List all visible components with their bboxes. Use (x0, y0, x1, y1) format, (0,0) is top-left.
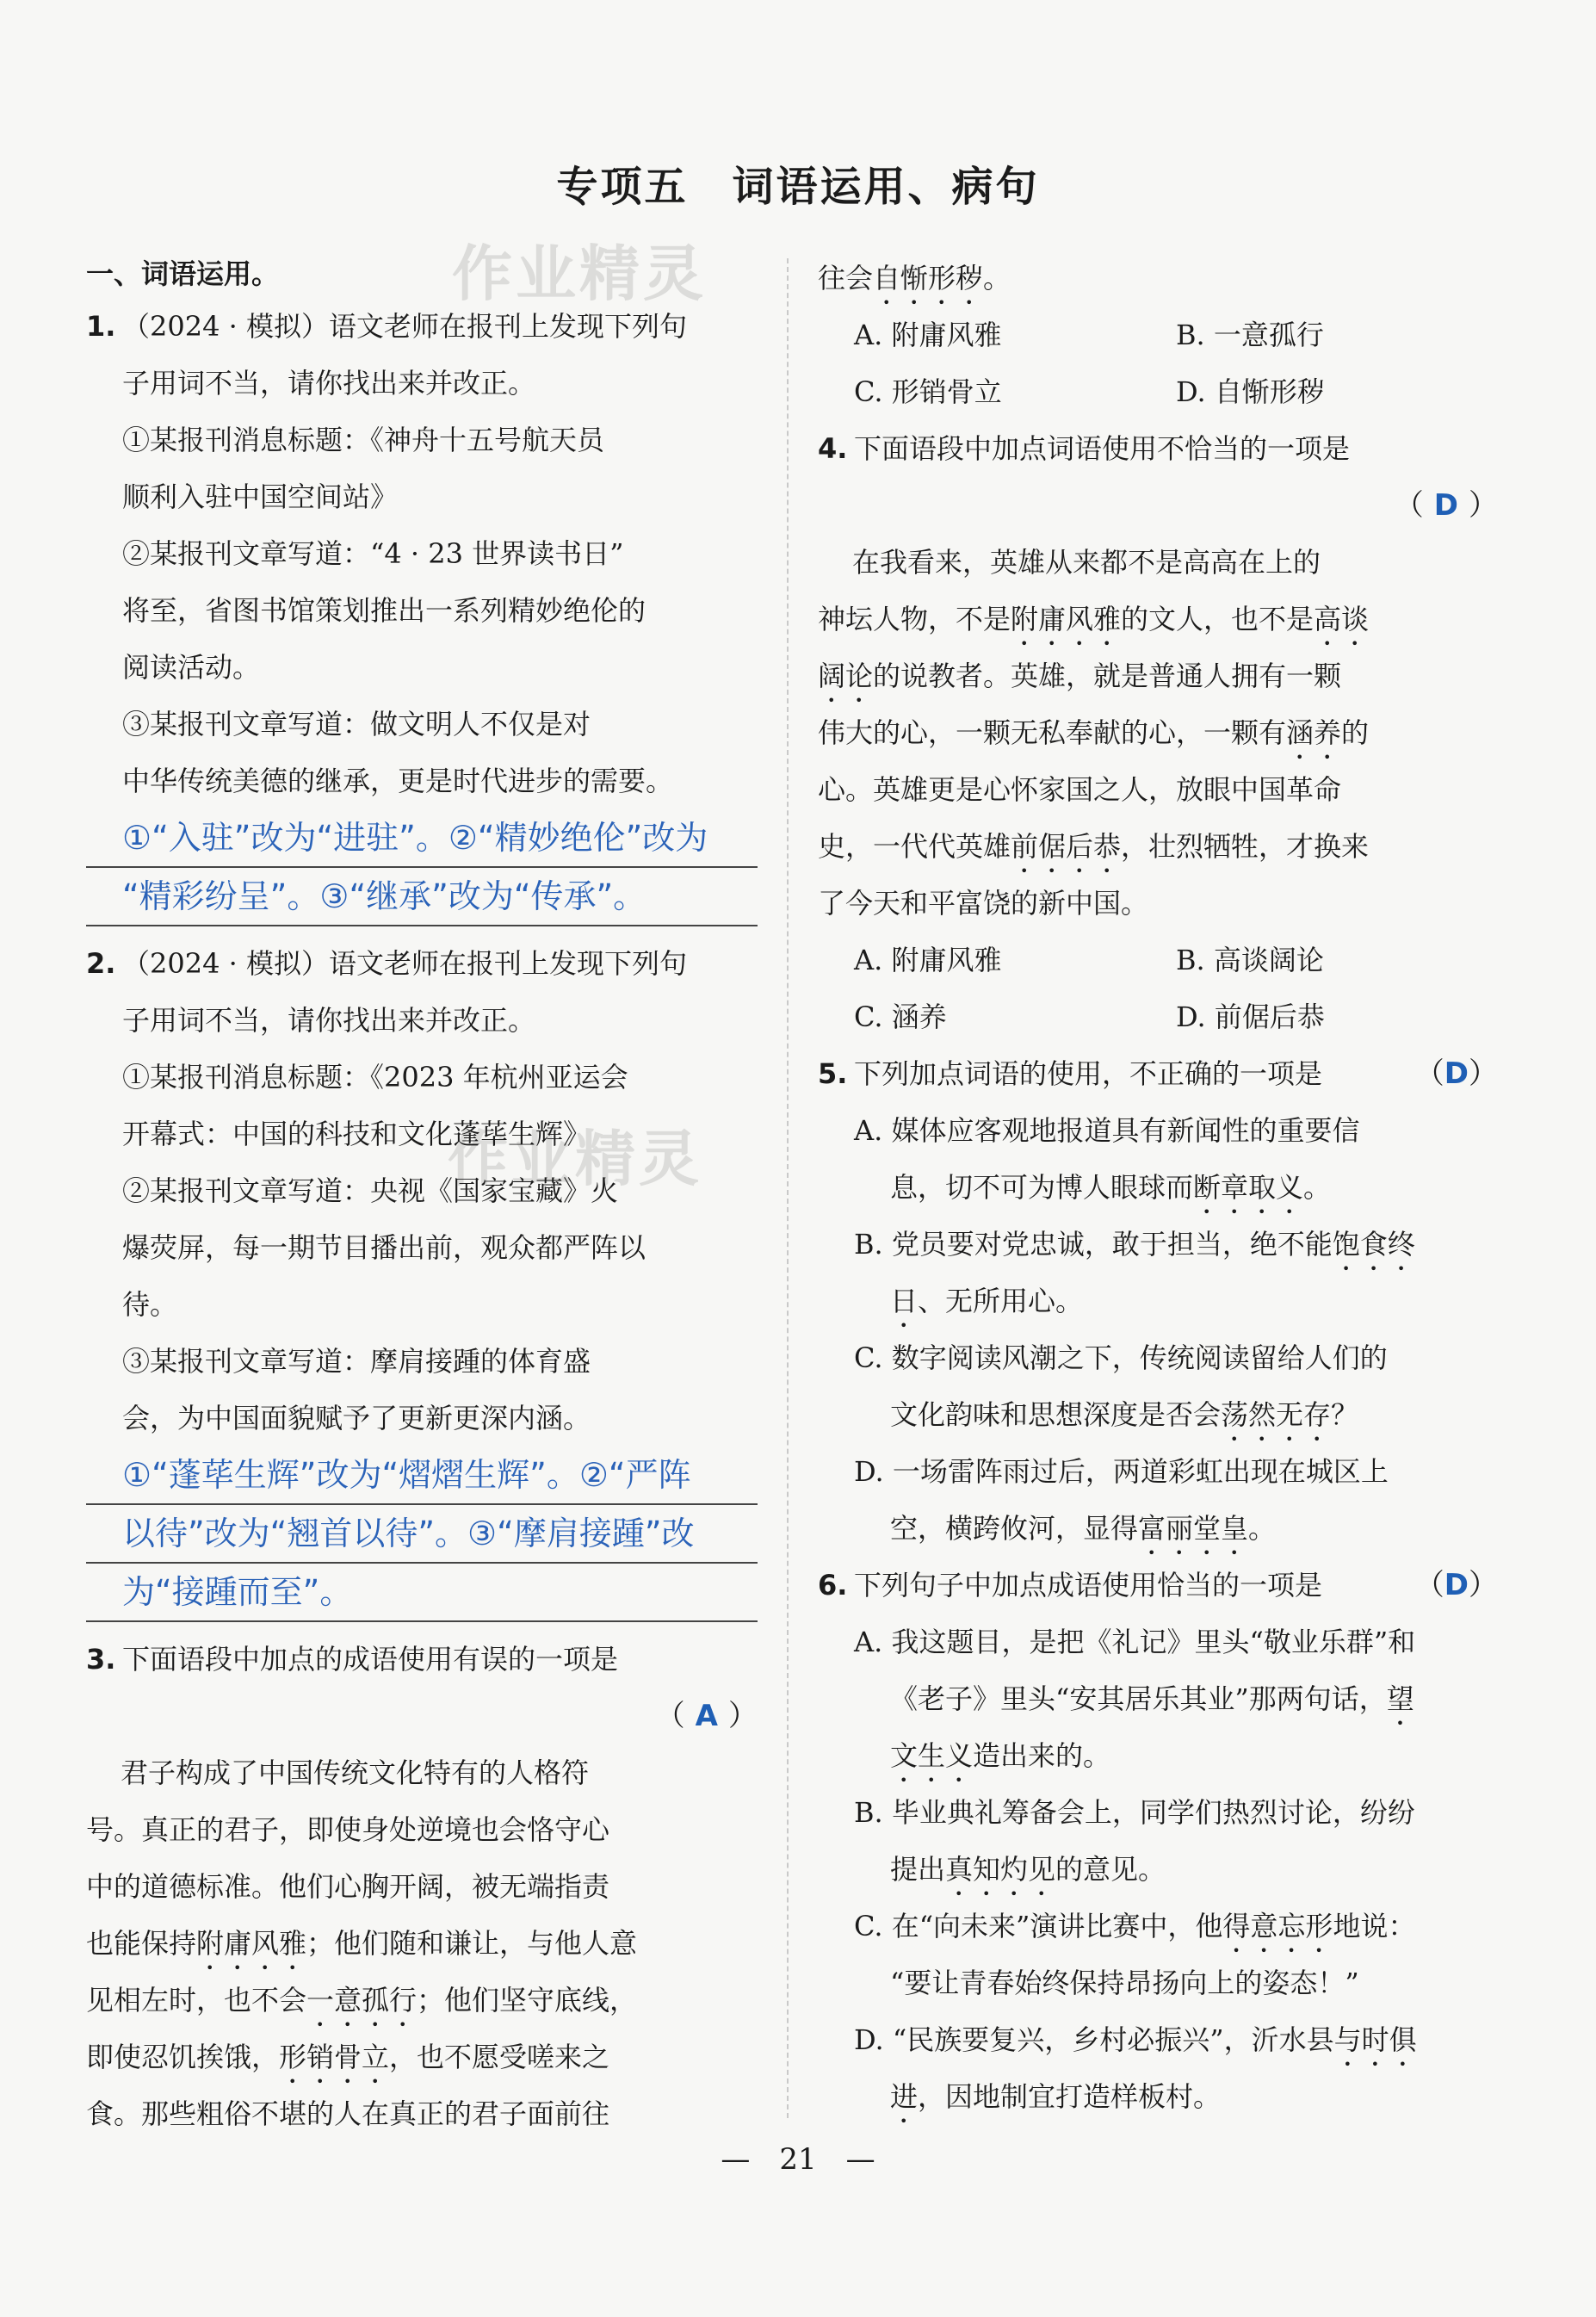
question-stem: （2024 · 模拟）语文老师在报刊上发现下列句 (122, 310, 687, 343)
answer-bracket: （ D ） (1394, 488, 1498, 523)
dotted-idiom: 日 (890, 1285, 919, 1317)
options-row (818, 932, 1498, 988)
option-d: D. “民族要复兴，乡村必振兴”，沂水县与时俱 (854, 2023, 1417, 2056)
item-text: 中华传统美德的继承，更是时代进步的需要。 (122, 765, 674, 797)
passage-text: 食。那些粗俗不堪的人在真正的君子面前往 (86, 2097, 610, 2130)
passage-text: 也能保持附庸风雅；他们随和谦让，与他人意 (86, 1927, 638, 1960)
option-a: A. 附庸风雅 (854, 944, 1002, 976)
dotted-idiom: 望 (1386, 1682, 1414, 1715)
passage-text: 见相左时，也不会一意孤行；他们坚守底线， (86, 1984, 638, 2017)
question-number: 4. (818, 432, 848, 465)
option-c: C. 数字阅读风潮之下，传统阅读留给人们的 (854, 1341, 1388, 1374)
dotted-idiom: 附庸风雅 (1011, 603, 1122, 635)
option-d: D. 前倨后恭 (1176, 1001, 1325, 1033)
question-number: 5. (818, 1057, 848, 1090)
item-text: 顺利入驻中国空间站》 (122, 480, 399, 513)
question-3-continued (818, 250, 1498, 420)
option-text: 提出真知灼见的意见。 (890, 1853, 1166, 1886)
answer-letter: D (1444, 1568, 1469, 1602)
answer-letter: A (695, 1699, 718, 1733)
option-b: B. 党员要对党忠诚，敢于担当，绝不能饱食终 (854, 1228, 1415, 1261)
options-row (818, 307, 1498, 363)
dotted-idiom: 得意忘形 (1222, 1910, 1333, 1942)
dotted-idiom: 荡然无存 (1221, 1398, 1332, 1431)
passage-text: 心。英雄更是心怀家国之人，放眼中国革命 (818, 773, 1342, 806)
option-b: B. 一意孤行 (1176, 319, 1324, 351)
dotted-idiom: 一意孤行 (306, 1984, 418, 2017)
watermark: 作业精灵 (452, 239, 707, 309)
option-c: C. 涵养 (854, 1001, 947, 1033)
option-text: 日、无所用心。 (890, 1285, 1084, 1317)
right-column (818, 250, 1498, 2125)
answer-bracket: （D） (1414, 1568, 1498, 1602)
item-text: ②某报刊文章写道：央视《国家宝藏》火 (122, 1174, 619, 1207)
item-text: 开幕式：中国的科技和文化蓬荜生辉》 (122, 1118, 591, 1150)
question-number: 6. (818, 1569, 848, 1601)
question-1 (86, 298, 758, 926)
question-stem: 下列句子中加点成语使用恰当的一项是 (854, 1569, 1323, 1601)
question-3 (86, 1631, 758, 2142)
answer-handwritten: “精彩纷呈”。③“继承”改为“传承”。 (86, 868, 758, 926)
option-text: 进，因地制宜打造样板村。 (890, 2080, 1222, 2113)
option-text: 空，横跨攸河，显得富丽堂皇。 (890, 1512, 1277, 1545)
answer-letter: D (1444, 1056, 1469, 1091)
item-text: ②某报刊文章写道：“4 · 23 世界读书日” (122, 537, 624, 570)
dotted-idiom: 文生义 (890, 1739, 974, 1772)
option-text: 息，切不可为博人眼球而断章取义。 (890, 1171, 1332, 1204)
question-5 (818, 1045, 1498, 1557)
dotted-idiom: 真知灼见 (945, 1853, 1056, 1886)
section-heading: 一、词语运用。 (86, 257, 280, 290)
answer-bracket: （ A ） (655, 1699, 758, 1733)
passage-text: 往会自惭形秽。 (818, 262, 1011, 294)
item-text: ①某报刊消息标题：《2023 年杭州亚运会 (122, 1061, 628, 1093)
dotted-word: 涵养 (1286, 716, 1342, 749)
dotted-idiom: 形销骨立 (279, 2041, 390, 2073)
question-stem: 子用词不当，请你找出来并改正。 (122, 367, 536, 400)
passage-text: 伟大的心，一颗无私奉献的心，一颗有涵养的 (818, 716, 1370, 749)
option-b: B. 高谈阔论 (1176, 944, 1324, 976)
question-number: 3. (86, 1643, 116, 1676)
option-text: 文生义造出来的。 (890, 1739, 1111, 1772)
passage-text: 阔论的说教者。英雄，就是普通人拥有一颗 (818, 660, 1342, 692)
question-number: 1. (86, 310, 116, 343)
item-text: 会，为中国面貌赋予了更新更深内涵。 (122, 1402, 591, 1434)
answer-bracket: （D） (1414, 1056, 1498, 1091)
page-title: 专项五 词语运用、病句 (556, 163, 1040, 211)
dotted-idiom: 断章取义 (1193, 1171, 1304, 1204)
watermark: 作业精灵 (448, 1124, 702, 1194)
item-text: 将至，省图书馆策划推出一系列精妙绝伦的 (122, 594, 646, 627)
item-text: ③某报刊文章写道：摩肩接踵的体育盛 (122, 1345, 591, 1378)
column-divider (787, 258, 789, 2118)
option-d: D. 自惭形秽 (1176, 375, 1325, 408)
item-text: ③某报刊文章写道：做文明人不仅是对 (122, 708, 591, 740)
option-a: A. 媒体应客观地报道具有新闻性的重要信 (854, 1114, 1360, 1147)
dotted-idiom: 富丽堂皇 (1138, 1512, 1249, 1545)
option-d: D. 一场雷阵雨过后，两道彩虹出现在城区上 (854, 1455, 1389, 1488)
option-a: A. 附庸风雅 (854, 319, 1002, 351)
answer-handwritten: 以待”改为“翘首以待”。③“摩肩接踵”改 (86, 1505, 758, 1564)
option-b: B. 毕业典礼筹备会上，同学们热烈讨论，纷纷 (854, 1796, 1415, 1829)
dotted-idiom: 前倨后恭 (1011, 830, 1122, 863)
answer-handwritten: ①“蓬荜生辉”改为“熠熠生辉”。②“严阵 (86, 1447, 758, 1505)
options-row (818, 363, 1498, 420)
option-text: 文化韵味和思想深度是否会荡然无存？ (890, 1398, 1359, 1431)
page-number: — 21 — (721, 2142, 875, 2177)
option-c: C. 形销骨立 (854, 375, 1002, 408)
passage-text: 在我看来，英雄从来都不是高高在上的 (852, 546, 1321, 579)
question-stem: 下面语段中加点的成语使用有误的一项是 (122, 1643, 619, 1676)
option-c: C. 在“向未来”演讲比赛中，他得意忘形地说： (854, 1910, 1416, 1942)
question-stem: 下面语段中加点词语使用不恰当的一项是 (854, 432, 1351, 465)
passage-text: 君子构成了中国传统文化特有的人格符 (121, 1756, 590, 1789)
question-stem: 子用词不当，请你找出来并改正。 (122, 1004, 536, 1037)
dotted-idiom: 自惭形秽 (873, 262, 984, 294)
passage-text: 中的道德标准。他们心胸开阔，被无端指责 (86, 1870, 610, 1903)
dotted-idiom: 饱食终 (1332, 1228, 1415, 1261)
dotted-idiom: 阔论 (818, 660, 874, 692)
item-text: 待。 (122, 1288, 178, 1321)
left-column (86, 250, 758, 2142)
dotted-idiom: 进 (890, 2080, 919, 2113)
option-text: 《老子》里头“安其居乐其业”那两句话，望 (890, 1682, 1414, 1715)
question-6 (818, 1557, 1498, 2125)
dotted-idiom: 高谈 (1314, 603, 1370, 635)
question-stem: （2024 · 模拟）语文老师在报刊上发现下列句 (122, 947, 687, 980)
item-text: 阅读活动。 (122, 651, 261, 684)
passage-text: 史，一代代英雄前倨后恭，壮烈牺牲，才换来 (818, 830, 1370, 863)
dotted-idiom: 附庸风雅 (196, 1927, 307, 1960)
dotted-idiom: 与时俱 (1333, 2023, 1417, 2056)
passage-text: 了今天和平富饶的新中国。 (818, 887, 1149, 920)
passage-text: 号。真正的君子，即使身处逆境也会恪守心 (86, 1813, 610, 1846)
item-text: 爆荧屏，每一期节目播出前，观众都严阵以 (122, 1231, 646, 1264)
question-number: 2. (86, 947, 116, 980)
passage-text: 即使忍饥挨饿，形销骨立，也不愿受嗟来之 (86, 2041, 610, 2073)
answer-handwritten: 为“接踵而至”。 (86, 1564, 758, 1622)
question-2 (86, 935, 758, 1622)
options-row (818, 988, 1498, 1045)
option-a: A. 我这题目，是把《礼记》里头“敬业乐群”和 (854, 1626, 1416, 1658)
item-text: ①某报刊消息标题：《神舟十五号航天员 (122, 424, 605, 456)
question-4 (818, 420, 1498, 1045)
answer-letter: D (1433, 488, 1458, 523)
passage-text: 神坛人物，不是附庸风雅的文人，也不是高谈 (818, 603, 1370, 635)
question-stem: 下列加点词语的使用，不正确的一项是 (854, 1057, 1323, 1090)
answer-handwritten: ①“入驻”改为“进驻”。②“精妙绝伦”改为 (86, 809, 758, 868)
option-text: “要让青春始终保持昂扬向上的姿态！” (890, 1967, 1359, 1999)
